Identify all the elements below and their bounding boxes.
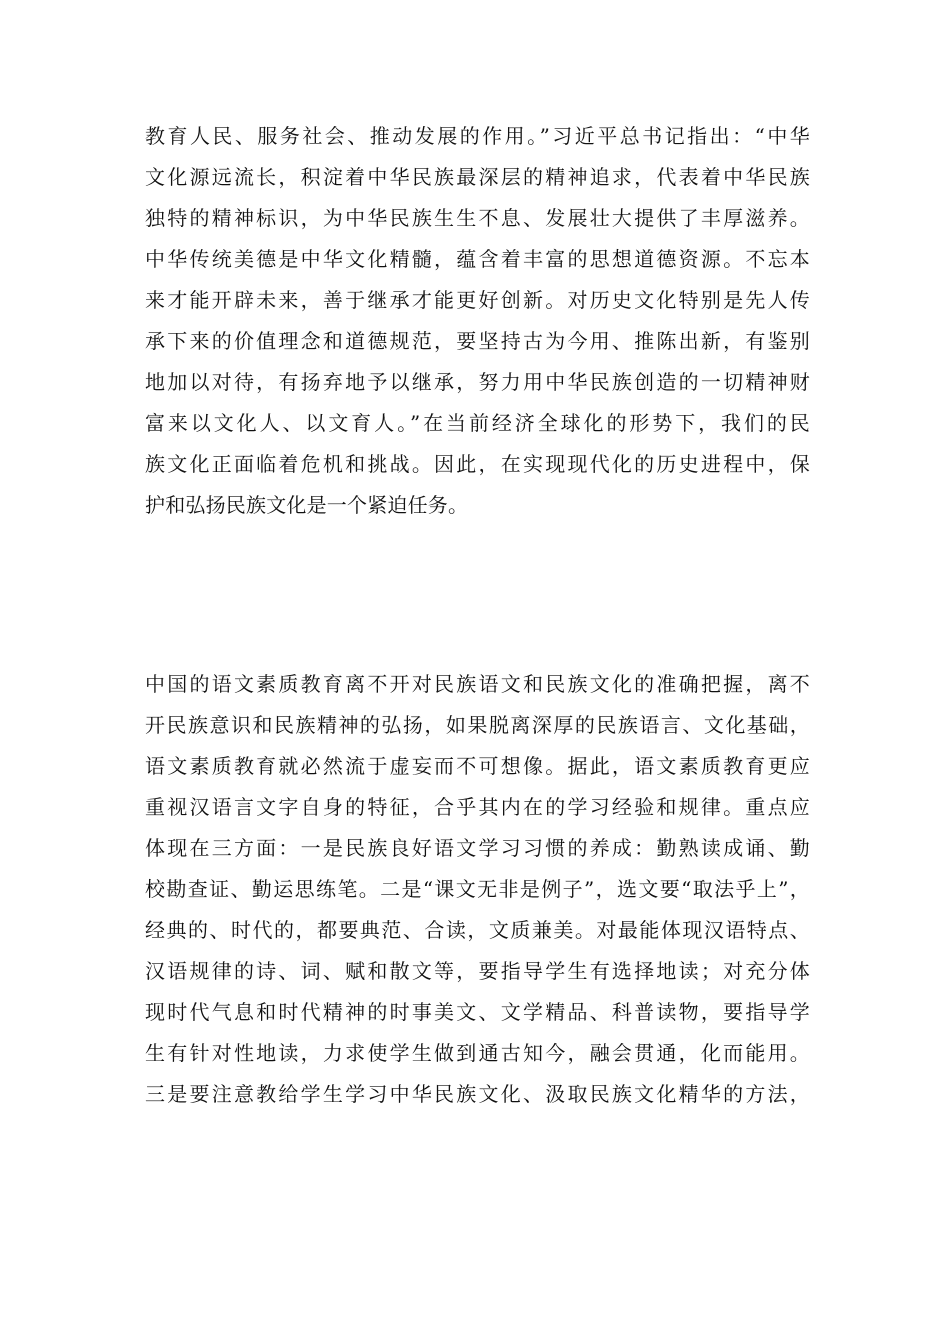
text-line: 现时代气息和时代精神的时事美文、文学精品、科普读物，要指导学 [145,1000,810,1024]
text-line: 中华传统美德是中华文化精髓，蕴含着丰富的思想道德资源。不忘本 [145,247,810,271]
text-line: 体现在三方面：一是民族良好语文学习习惯的养成：勤熟读成诵、勤 [145,836,810,860]
text-line: 护和弘扬民族文化是一个紧迫任务。 [145,493,469,517]
text-line: 经典的、时代的，都要典范、合读，文质兼美。对最能体现汉语特点、 [145,918,810,942]
text-line: 教育人民、服务社会、推动发展的作用。”习近平总书记指出：“中华 [145,124,810,148]
text-line: 来才能开辟未来，善于继承才能更好创新。对历史文化特别是先人传 [145,288,810,312]
text-line: 地加以对待，有扬弃地予以继承，努力用中华民族创造的一切精神财 [145,370,810,394]
text-line: 语文素质教育就必然流于虚妄而不可想像。据此，语文素质教育更应 [145,754,810,778]
text-line: 族文化正面临着危机和挑战。因此，在实现现代化的历史进程中，保 [145,452,810,476]
paragraph-2 [145,664,810,1115]
text-line: 承下来的价值理念和道德规范，要坚持古为今用、推陈出新，有鉴别 [145,329,810,353]
text-line: 校勘查证、勤运思练笔。二是“课文无非是例子”，选文要“取法乎上”， [145,877,810,901]
text-line: 开民族意识和民族精神的弘扬，如果脱离深厚的民族语言、文化基础， [145,713,810,737]
text-line: 文化源远流长，积淀着中华民族最深层的精神追求，代表着中华民族 [145,165,810,189]
text-line: 独特的精神标识，为中华民族生生不息、发展壮大提供了丰厚滋养。 [145,206,810,230]
text-line: 生有针对性地读，力求使学生做到通古知今，融会贯通，化而能用。 [145,1041,810,1065]
paragraph-1 [145,116,810,526]
text-line: 重视汉语言文字自身的特征，合乎其内在的学习经验和规律。重点应 [145,795,810,819]
text-line: 富来以文化人、以文育人。”在当前经济全球化的形势下，我们的民 [145,411,810,435]
text-line: 中国的语文素质教育离不开对民族语文和民族文化的准确把握，离不 [145,672,810,696]
text-line: 三是要注意教给学生学习中华民族文化、汲取民族文化精华的方法， [145,1082,810,1106]
text-line: 汉语规律的诗、词、赋和散文等，要指导学生有选择地读；对充分体 [145,959,810,983]
